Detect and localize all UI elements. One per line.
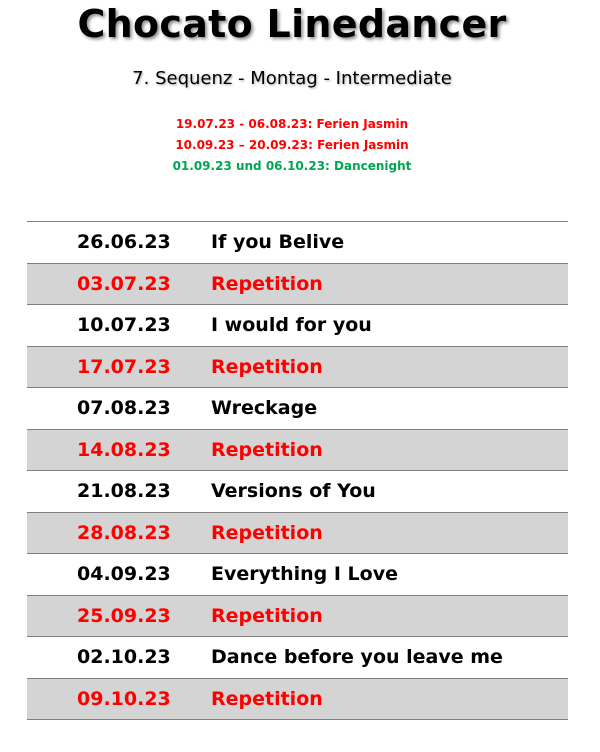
schedule-row-repetition bbox=[27, 513, 568, 555]
dancenight-note: 01.09.23 und 06.10.23: Dancenight bbox=[172, 159, 412, 173]
row-dance: Repetition bbox=[211, 355, 323, 378]
row-dance: Repetition bbox=[211, 272, 323, 295]
schedule-row-repetition bbox=[27, 264, 568, 306]
row-date: 04.09.23 bbox=[77, 563, 171, 586]
row-date: 17.07.23 bbox=[77, 355, 171, 378]
schedule-row-repetition bbox=[27, 679, 568, 721]
page-subtitle: 7. Sequenz - Montag - Intermediate bbox=[132, 68, 452, 89]
holiday-note-2: 10.09.23 – 20.09.23: Ferien Jasmin bbox=[175, 138, 409, 152]
row-dance: If you Belive bbox=[211, 231, 345, 254]
schedule-row bbox=[27, 222, 568, 264]
schedule-row-repetition bbox=[27, 596, 568, 638]
schedule-table bbox=[27, 221, 568, 720]
schedule-row bbox=[27, 637, 568, 679]
row-date: 10.07.23 bbox=[77, 314, 171, 337]
row-date: 03.07.23 bbox=[77, 272, 171, 295]
row-dance: Versions of You bbox=[211, 480, 376, 503]
schedule-row bbox=[27, 388, 568, 430]
page-title: Chocato Linedancer bbox=[77, 2, 507, 46]
row-dance: Dance before you leave me bbox=[211, 646, 503, 669]
schedule-row-repetition bbox=[27, 430, 568, 472]
row-dance: Repetition bbox=[211, 687, 323, 710]
row-date: 02.10.23 bbox=[77, 646, 171, 669]
row-date: 14.08.23 bbox=[77, 438, 171, 461]
row-date: 07.08.23 bbox=[77, 397, 171, 420]
schedule-row-repetition bbox=[27, 347, 568, 389]
schedule-row bbox=[27, 554, 568, 596]
schedule-row bbox=[27, 471, 568, 513]
row-date: 26.06.23 bbox=[77, 231, 171, 254]
row-dance: I would for you bbox=[211, 314, 372, 337]
row-date: 28.08.23 bbox=[77, 521, 171, 544]
row-dance: Wreckage bbox=[211, 397, 318, 420]
row-date: 25.09.23 bbox=[77, 604, 171, 627]
row-dance: Everything I Love bbox=[211, 563, 398, 586]
row-date: 09.10.23 bbox=[77, 687, 171, 710]
row-dance: Repetition bbox=[211, 521, 323, 544]
holiday-note-1: 19.07.23 - 06.08.23: Ferien Jasmin bbox=[175, 117, 409, 131]
schedule-row bbox=[27, 305, 568, 347]
row-dance: Repetition bbox=[211, 604, 323, 627]
row-date: 21.08.23 bbox=[77, 480, 171, 503]
row-dance: Repetition bbox=[211, 438, 323, 461]
